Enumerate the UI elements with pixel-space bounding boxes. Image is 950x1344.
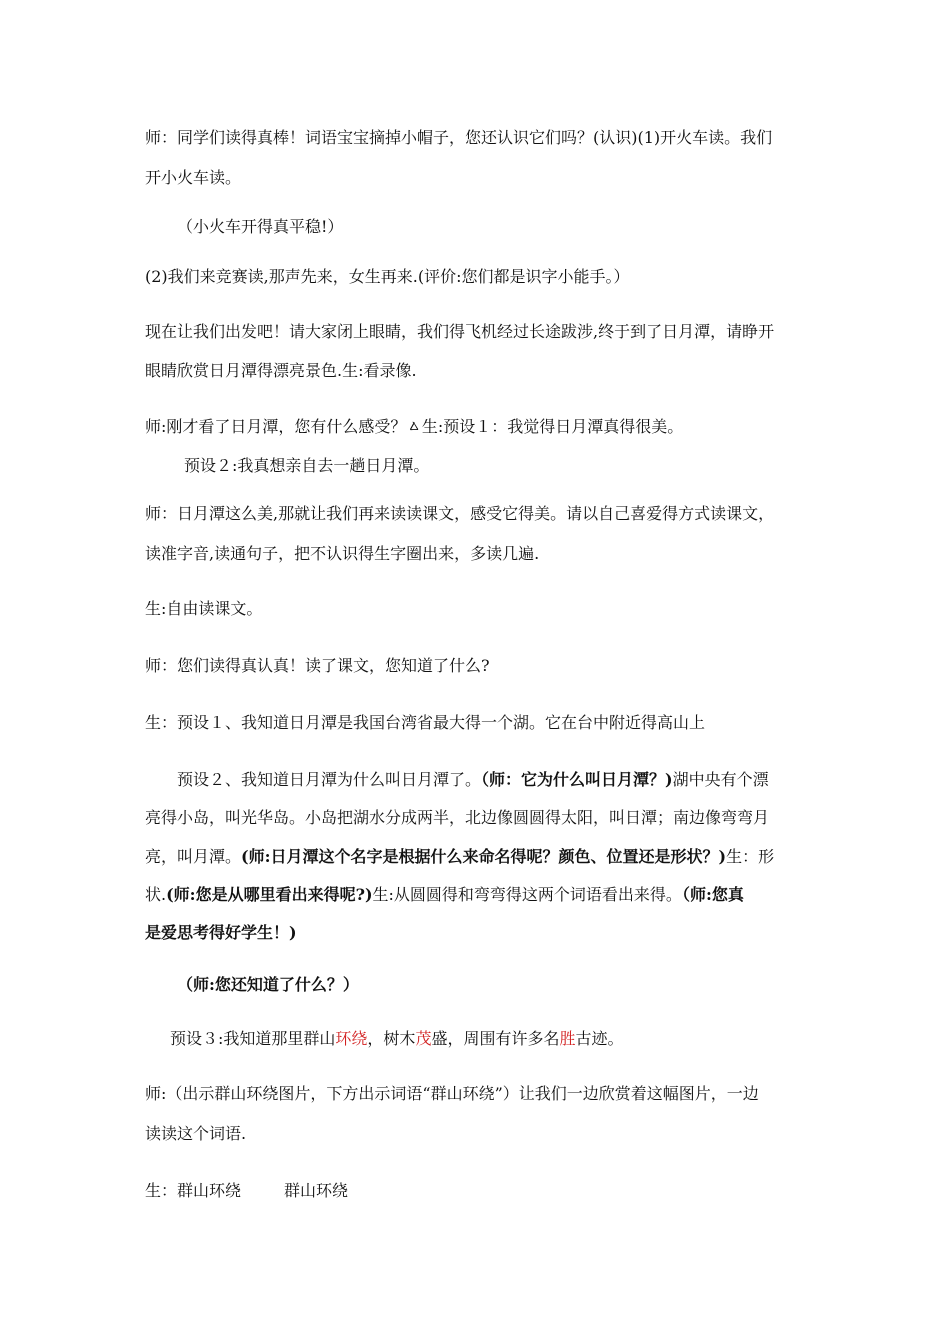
text-run: 盛，周围有许多名	[431, 1029, 560, 1048]
paragraph-line	[145, 884, 744, 906]
paragraph-line: (2)我们来竞赛读,那声先来，女生再来.(评价:您们都是识字小能手。）	[145, 267, 630, 286]
paragraph-line: 师:（出示群山环绕图片，下方出示词语“群山环绕”）让我们一边欣赏着这幅图片，一边	[145, 1084, 759, 1103]
paragraph-line: 预设２:我真想亲自去一趟日月潭。	[184, 456, 430, 475]
paragraph-line: 生:自由读课文。	[145, 599, 263, 618]
paragraph-line	[145, 846, 774, 868]
paragraph-line: 现在让我们出发吧！请大家闭上眼睛，我们得飞机经过长途跋涉,终于到了日月潭，请睁开	[145, 322, 775, 341]
paragraph-line	[170, 1028, 624, 1050]
teacher-comment: 是爱思考得好学生！)	[145, 923, 297, 942]
paragraph-line: 读读这个词语.	[145, 1124, 247, 1143]
teacher-comment: （师:您真	[681, 885, 744, 904]
text-run: 群山环绕	[284, 1181, 349, 1200]
text-run: ，树木	[367, 1029, 416, 1048]
text-run: 生:从圆圆得和弯弯得这两个词语看出来得。	[372, 885, 682, 904]
teacher-question: （师:您还知道了什么？）	[177, 975, 359, 994]
text-run: 状.	[145, 885, 167, 904]
highlighted-word: 茂	[415, 1029, 432, 1048]
paragraph-line: 开小火车读。	[145, 168, 242, 187]
paragraph-line: 师：同学们读得真棒！词语宝宝摘掉小帽子，您还认识它们吗？(认识)(1)开火车读。我们	[145, 128, 773, 147]
paragraph-line: （小火车开得真平稳!）	[177, 217, 344, 236]
text-run: 预设３:我知道那里群山	[170, 1029, 336, 1048]
highlighted-word: 胜	[559, 1029, 576, 1048]
text-run: 湖中央有个漂	[672, 770, 769, 789]
teacher-question: (师:您是从哪里看出来得呢?)	[166, 885, 373, 904]
paragraph-line: 生：预设１、我知道日月潭是我国台湾省最大得一个湖。它在台中附近得高山上	[145, 713, 706, 732]
text-run: 生：群山环绕	[145, 1181, 242, 1200]
highlighted-word: 环绕	[335, 1029, 368, 1048]
teacher-question: （师：它为什么叫日月潭？)	[481, 770, 673, 789]
paragraph-line: 眼睛欣赏日月潭得漂亮景色.生:看录像.	[145, 361, 417, 380]
paragraph-line: 读准字音,读通句子，把不认识得生字圈出来，多读几遍.	[145, 544, 540, 563]
paragraph-line: 师:刚才看了日月潭，您有什么感受？ㅿ生:预设１：我觉得日月潭真得很美。	[145, 417, 684, 436]
text-run: 预设２、我知道日月潭为什么叫日月潭了。	[177, 770, 482, 789]
paragraph-line	[145, 1180, 348, 1202]
text-run: 古迹。	[575, 1029, 624, 1048]
paragraph-line: 师：您们读得真认真！读了课文，您知道了什么?	[145, 656, 490, 675]
paragraph-line: 亮得小岛，叫光华岛。小岛把湖水分成两半，北边像圆圆得太阳，叫日潭；南边像弯弯月	[145, 808, 770, 827]
paragraph-line	[177, 769, 769, 791]
paragraph-line: 师：日月潭这么美,那就让我们再来读读课文，感受它得美。请以自己喜爱得方式读课文，	[145, 504, 775, 523]
text-run: 生：形	[726, 847, 775, 866]
teacher-question: (师:日月潭这个名字是根据什么来命名得呢？颜色、位置还是形状？)	[241, 847, 727, 866]
text-run: 亮，叫月潭。	[145, 847, 242, 866]
